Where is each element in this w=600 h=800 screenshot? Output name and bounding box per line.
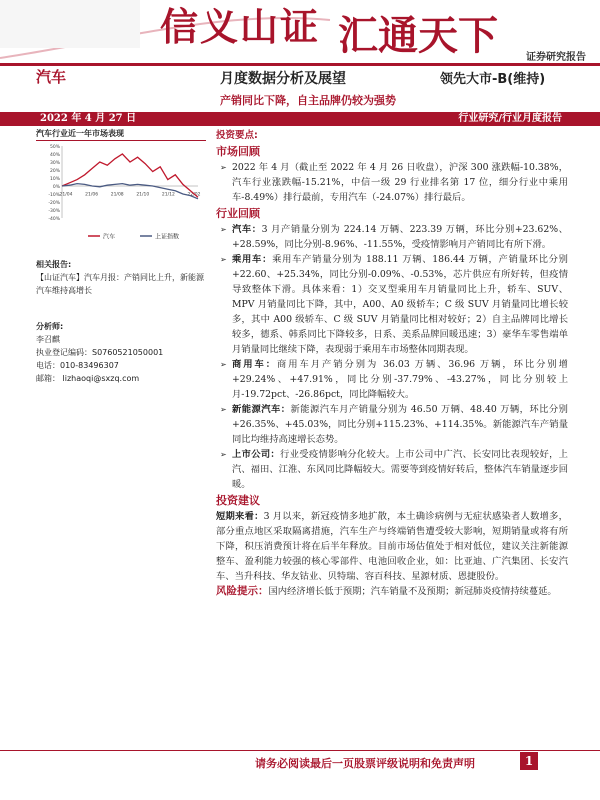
- passenger-car-label: 乘用车：: [232, 254, 273, 265]
- legend-label: 汽车: [103, 233, 116, 241]
- investment-highlights-heading: 投资要点:: [216, 130, 258, 141]
- market-review-item: [216, 160, 568, 205]
- analyst-info: [36, 320, 163, 385]
- bullet-icon: ➢: [220, 450, 227, 459]
- y-tick-label: 50%: [49, 145, 60, 150]
- related-report-link[interactable]: 【山证汽车】汽车月报：产销同比上升，新能源汽车维持高增长: [36, 273, 204, 295]
- auto-text: 3 月产销量分别为 224.14 万辆、223.39 万辆，环比分别+23.62%、+28.59%，同比分别-8.96%、-11.55%，受疫情影响月产销同比有所下滑。: [232, 224, 568, 250]
- report-title: 月度数据分析及展望: [220, 71, 346, 87]
- commercial-vehicle-text: 商用车月产销分别为 36.03 万辆、36.96 万辆，环比分别增+29.24%、+47.91%，同比分别-37.79%、-43.27%，同比分别较上月-19.72pct、-26.86pct，同比降幅较大。: [232, 359, 568, 400]
- header-divider: [0, 63, 600, 66]
- analyst-title: 分析师:: [36, 322, 64, 331]
- y-tick-label: 0%: [52, 185, 60, 190]
- report-date: 2022 年 4 月 27 日: [40, 113, 137, 124]
- related-reports: [36, 258, 204, 297]
- x-tick-label: 21/06: [85, 192, 99, 198]
- report-category-tag: 证券研究报告: [526, 52, 586, 63]
- y-tick-label: -20%: [48, 201, 60, 206]
- analyst-cert: 执业登记编码：S0760521050001: [36, 348, 164, 357]
- analyst-phone: 电话：010-83496307: [36, 361, 119, 370]
- passenger-car-text: 乘用车产销量分别为 188.11 万辆、186.44 万辆，产销量环比分别+22.60、+25.34%，同比分别-0.09%、-0.53%，芯片供应有所好转，但疫情导致整体下滑。具体来看：1）交叉型乘用车月销量同比上升，轿车、SUV、MPV 月销量同比下降，其中，A00、A0 级轿车；C 级 SUV 月销量同比增长较多，其中 A00 级轿车、C 级 SUV 月销量同比相对较好；2）自主品牌同比增长较多，德系、韩系同比下降较多，日系、美系品牌回暖迅速；3）豪华车零售端单月销量同比继续下降，表现弱于乘用车市场整体同期表现。: [232, 254, 568, 355]
- footer-divider: [0, 750, 600, 751]
- company-logo-left: 信义山证: [160, 4, 321, 49]
- y-tick-label: -40%: [48, 217, 60, 222]
- risk-paragraph: [216, 584, 568, 599]
- listed-company-item: [216, 447, 568, 492]
- date-bar: [0, 112, 600, 126]
- commercial-vehicle-label: 商用车：: [232, 359, 277, 370]
- chart-title: 汽车行业近一年市场表现: [36, 128, 206, 141]
- bullet-icon: ➢: [220, 405, 227, 414]
- listed-company-label: 上市公司：: [232, 449, 281, 460]
- auto-item: [216, 222, 568, 252]
- x-tick-label: 21/08: [110, 192, 124, 198]
- bullet-icon: ➢: [220, 255, 227, 264]
- x-tick-label: 21/12: [161, 192, 175, 198]
- y-tick-label: -10%: [48, 193, 60, 198]
- nev-item: [216, 402, 568, 447]
- market-performance-chart: [36, 142, 206, 254]
- industry-review-heading: 行业回顾: [216, 207, 260, 220]
- report-type: 行业研究/行业月度报告: [458, 113, 562, 124]
- x-tick-label: 21/10: [136, 192, 150, 198]
- advice-text: 3 月以来，新冠疫情多地扩散，本土确诊病例与无症状感染者人数增多，部分重点地区采取隔离措施，汽车生产与终端销售遭受较大影响，短期销量或将有所下降，积压消费预计将在后半年释放。目前市场估值处于相对低位，建议关注新能源整车、盈利能力较强的核心零部件、电池回收企业，如：比亚迪、广汽集团、长安汽车、当升科技、华友钴业、贝特瑞、容百科技、星源材质、恩捷股份。: [216, 511, 568, 582]
- page-number: 1: [520, 752, 538, 770]
- listed-company-text: 行业受疫情影响分化较大。上市公司中广汽、长安同比表现较好，上汽、福田、江淮、东风同比降幅较大。需要等到疫情好转后，整体汽车销量逐步回暖。: [232, 449, 568, 490]
- advice-label: 短期来看：: [216, 511, 264, 522]
- x-tick-label: 22/02: [187, 192, 201, 198]
- bullet-icon: ➢: [220, 163, 227, 172]
- y-tick-label: 40%: [49, 153, 60, 158]
- risk-text: 国内经济增长低于预期；汽车销量不及预期；新冠肺炎疫情持续蔓延。: [268, 586, 557, 597]
- rating-label: 领先大市-B(维持): [440, 72, 546, 87]
- header-banner: [0, 0, 600, 63]
- report-subtitle: 产销同比下降，自主品牌仍较为强势: [220, 94, 396, 107]
- market-review-heading: 市场回顾: [216, 145, 260, 158]
- x-tick-label: 21/04: [59, 192, 73, 198]
- disclaimer-notice[interactable]: 请务必阅读最后一页股票评级说明和免责声明: [255, 757, 475, 770]
- legend-label: 上证指数: [155, 233, 180, 241]
- y-tick-label: 20%: [49, 169, 60, 174]
- passenger-car-item: [216, 252, 568, 357]
- y-tick-label: -30%: [48, 209, 60, 214]
- commercial-vehicle-item: [216, 357, 568, 402]
- related-title: 相关报告:: [36, 260, 72, 269]
- y-tick-label: 30%: [49, 161, 60, 166]
- industry-label: 汽车: [36, 68, 67, 86]
- sidebar: [36, 128, 206, 383]
- nev-label: 新能源汽车：: [232, 404, 291, 415]
- bullet-icon: ➢: [220, 225, 227, 234]
- market-review-text: 2022 年 4 月（截止至 2022 年 4 月 26 日收盘），沪深 300 涨跌幅-10.38%，汽车行业涨跌幅-15.21%，中信一级 29 行业排名第 17 位，细分行业中乘用车-8.49%）排行最前，专用汽车（-24.07%）排行最后。: [232, 162, 568, 203]
- bullet-icon: ➢: [220, 360, 227, 369]
- main-content: [216, 128, 568, 599]
- y-tick-label: 10%: [49, 177, 60, 182]
- company-logo-right: 汇通天下: [338, 12, 498, 59]
- risk-label: 风险提示：: [216, 585, 269, 597]
- analyst-name: 李召麒: [36, 335, 60, 344]
- footer: [0, 742, 600, 782]
- analyst-email[interactable]: 邮箱： lizhaoqi@sxzq.com: [36, 374, 140, 383]
- auto-label: 汽车：: [232, 224, 262, 235]
- investment-advice-heading: 投资建议: [216, 494, 260, 507]
- series-line-auto: [59, 154, 198, 198]
- investment-advice-paragraph: [216, 509, 568, 584]
- nev-text: 新能源汽车月产销量分别为 46.50 万辆、48.40 万辆，环比分别+26.35%、+45.03%，同比分别+115.23%、+114.35%。新能源汽车产销量同比均维持高速增长态势。: [232, 404, 568, 445]
